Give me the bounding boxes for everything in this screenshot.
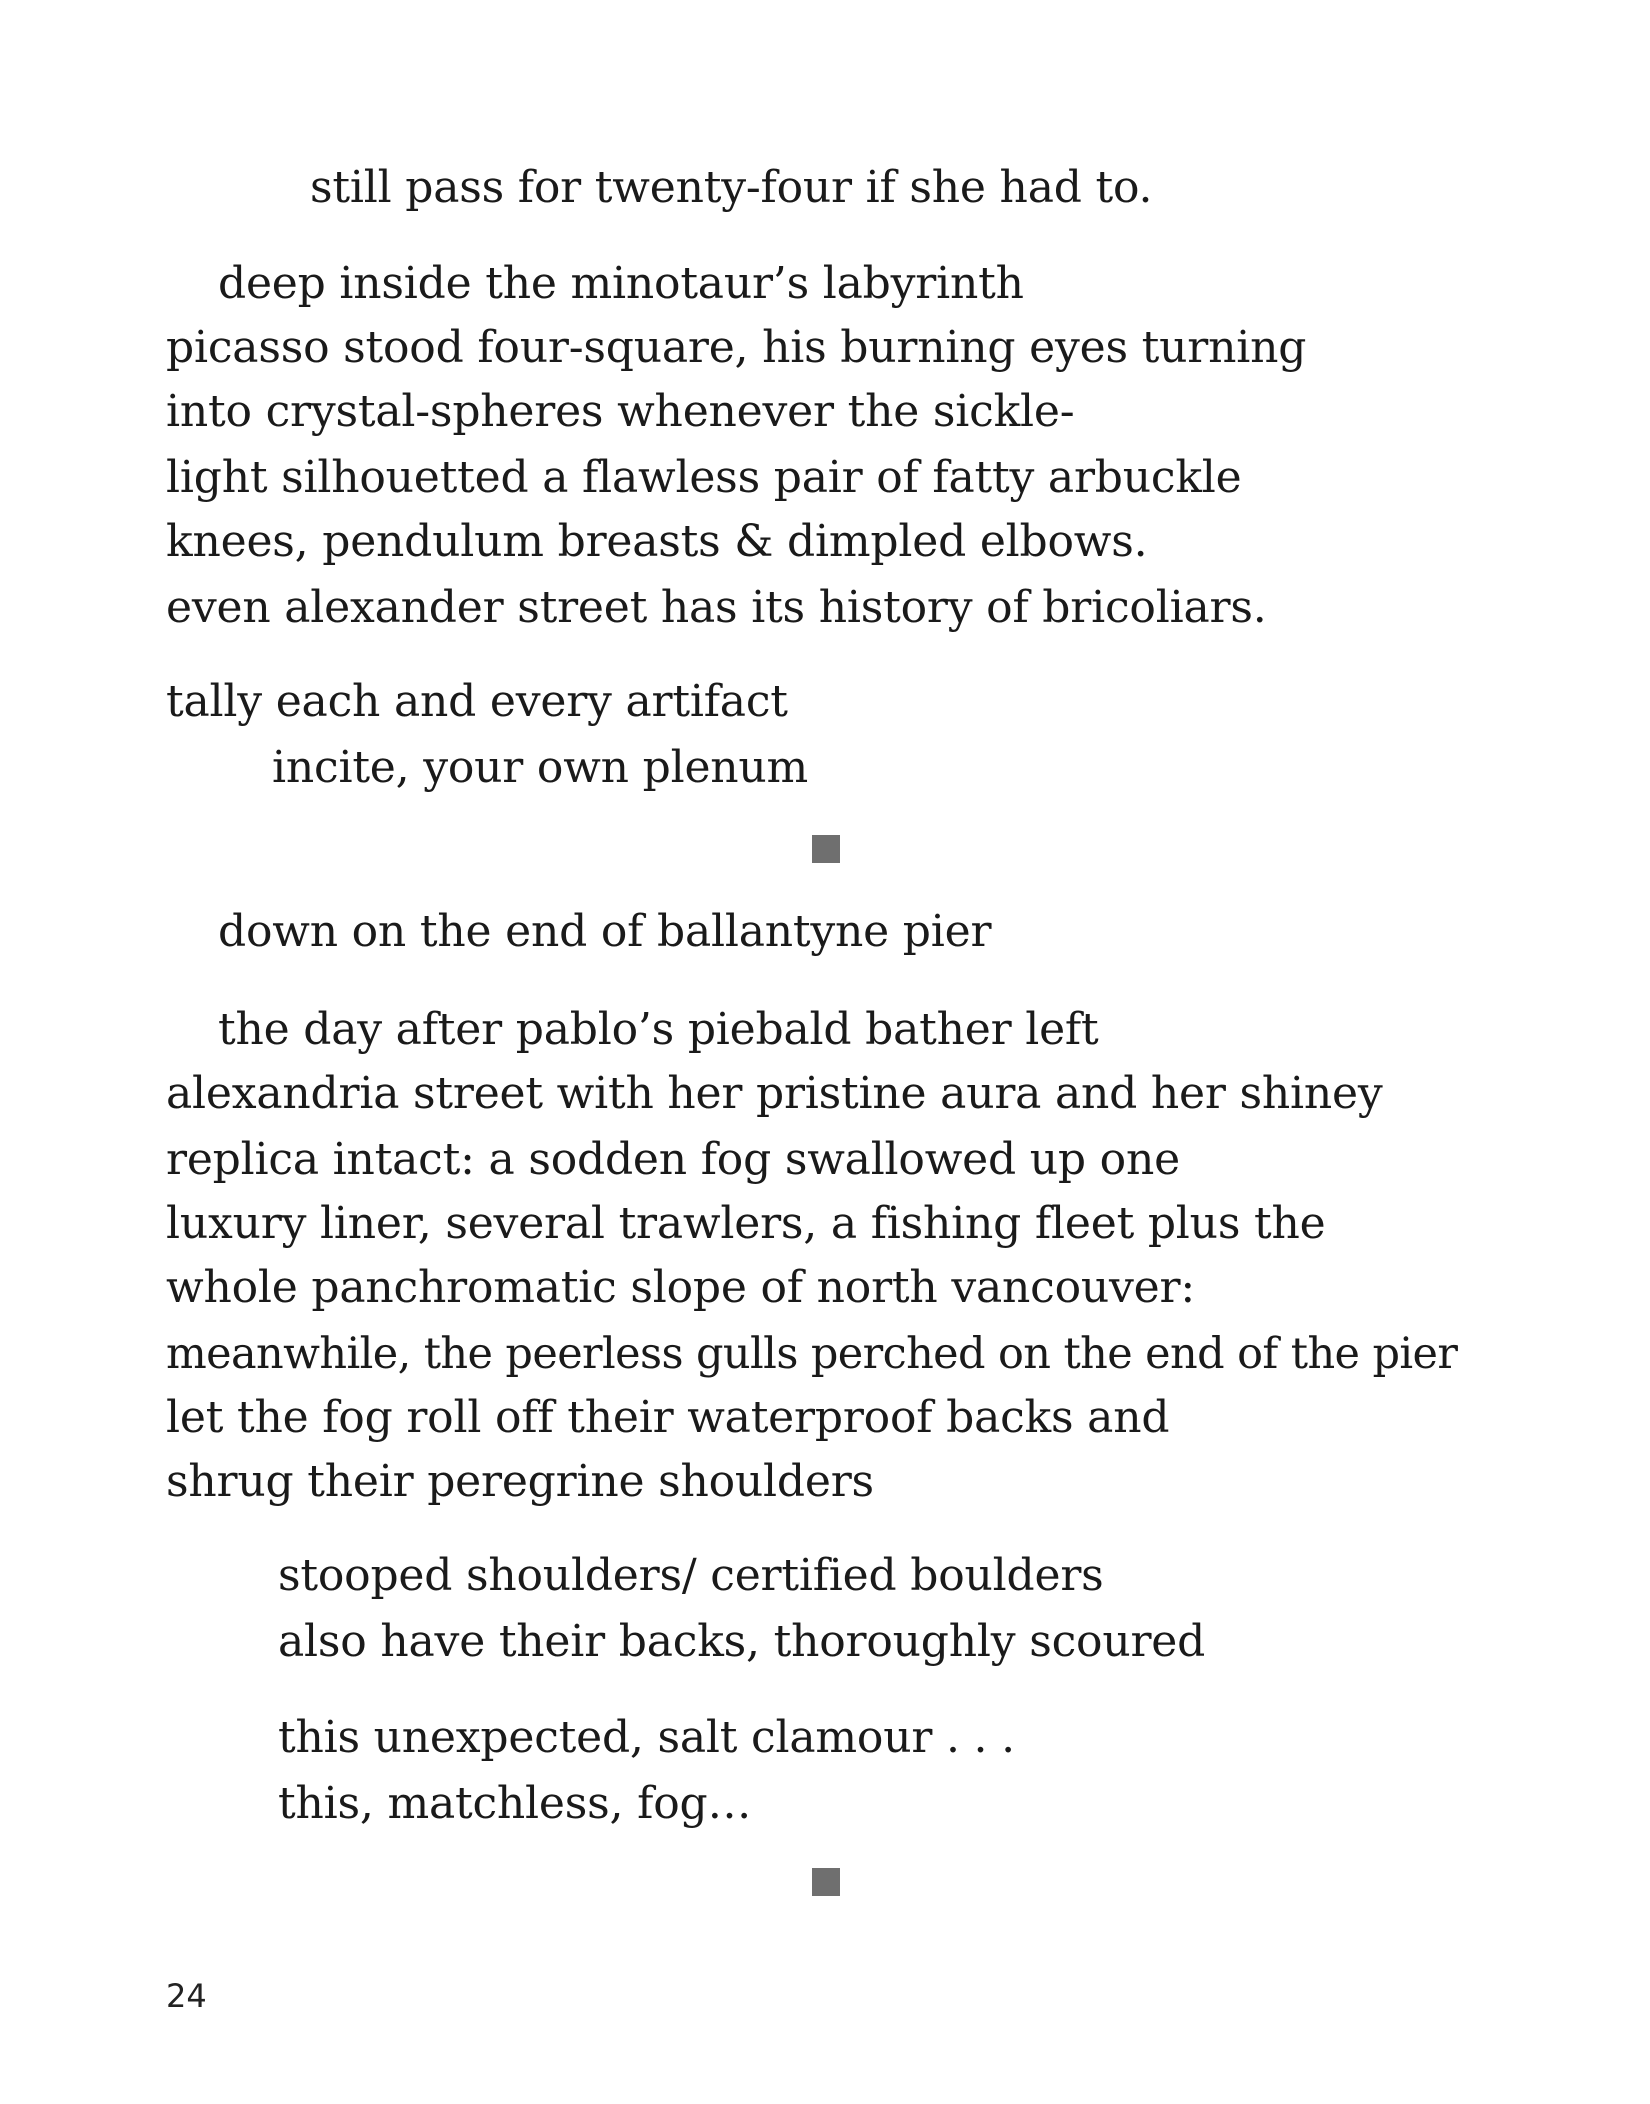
poem-line: down on the end of ballantyne pier bbox=[218, 906, 992, 957]
poem-line: incite, your own plenum bbox=[272, 742, 809, 793]
poem-line: into crystal-spheres whenever the sickle- bbox=[166, 386, 1075, 437]
poem-line: replica intact: a sodden fog swallowed up one bbox=[166, 1134, 1180, 1185]
poem-line: the day after pablo’s piebald bather left bbox=[218, 1004, 1099, 1055]
poem-line: let the fog roll off their waterproof backs and bbox=[166, 1392, 1170, 1443]
poem-line: alexandria street with her pristine aura and her shiney bbox=[166, 1068, 1383, 1119]
poem-line: still pass for twenty-four if she had to. bbox=[310, 162, 1153, 213]
poem-line: this unexpected, salt clamour . . . bbox=[278, 1712, 1015, 1763]
poem-line: this, matchless, fog… bbox=[278, 1778, 752, 1829]
poem-line: tally each and every artifact bbox=[166, 676, 788, 727]
section-divider bbox=[812, 835, 840, 863]
section-divider bbox=[812, 1868, 840, 1896]
poem-line: meanwhile, the peerless gulls perched on the end of the pier bbox=[166, 1329, 1458, 1379]
poem-line: whole panchromatic slope of north vancouver: bbox=[166, 1262, 1195, 1313]
poem-line: also have their backs, thoroughly scoured bbox=[278, 1616, 1206, 1667]
poem-line: deep inside the minotaur’s labyrinth bbox=[218, 258, 1024, 309]
poem-line: knees, pendulum breasts & dimpled elbows. bbox=[166, 516, 1148, 567]
page-number: 24 bbox=[166, 1977, 207, 2015]
poem-line: shrug their peregrine shoulders bbox=[166, 1456, 874, 1507]
poem-line: stooped shoulders/ certified boulders bbox=[278, 1550, 1104, 1601]
poem-line: luxury liner, several trawlers, a fishing fleet plus the bbox=[166, 1198, 1326, 1249]
poem-line: picasso stood four-square, his burning eyes turning bbox=[166, 322, 1307, 373]
poem-line: light silhouetted a flawless pair of fatty arbuckle bbox=[166, 452, 1242, 503]
poem-line: even alexander street has its history of bricoliars. bbox=[166, 582, 1267, 633]
